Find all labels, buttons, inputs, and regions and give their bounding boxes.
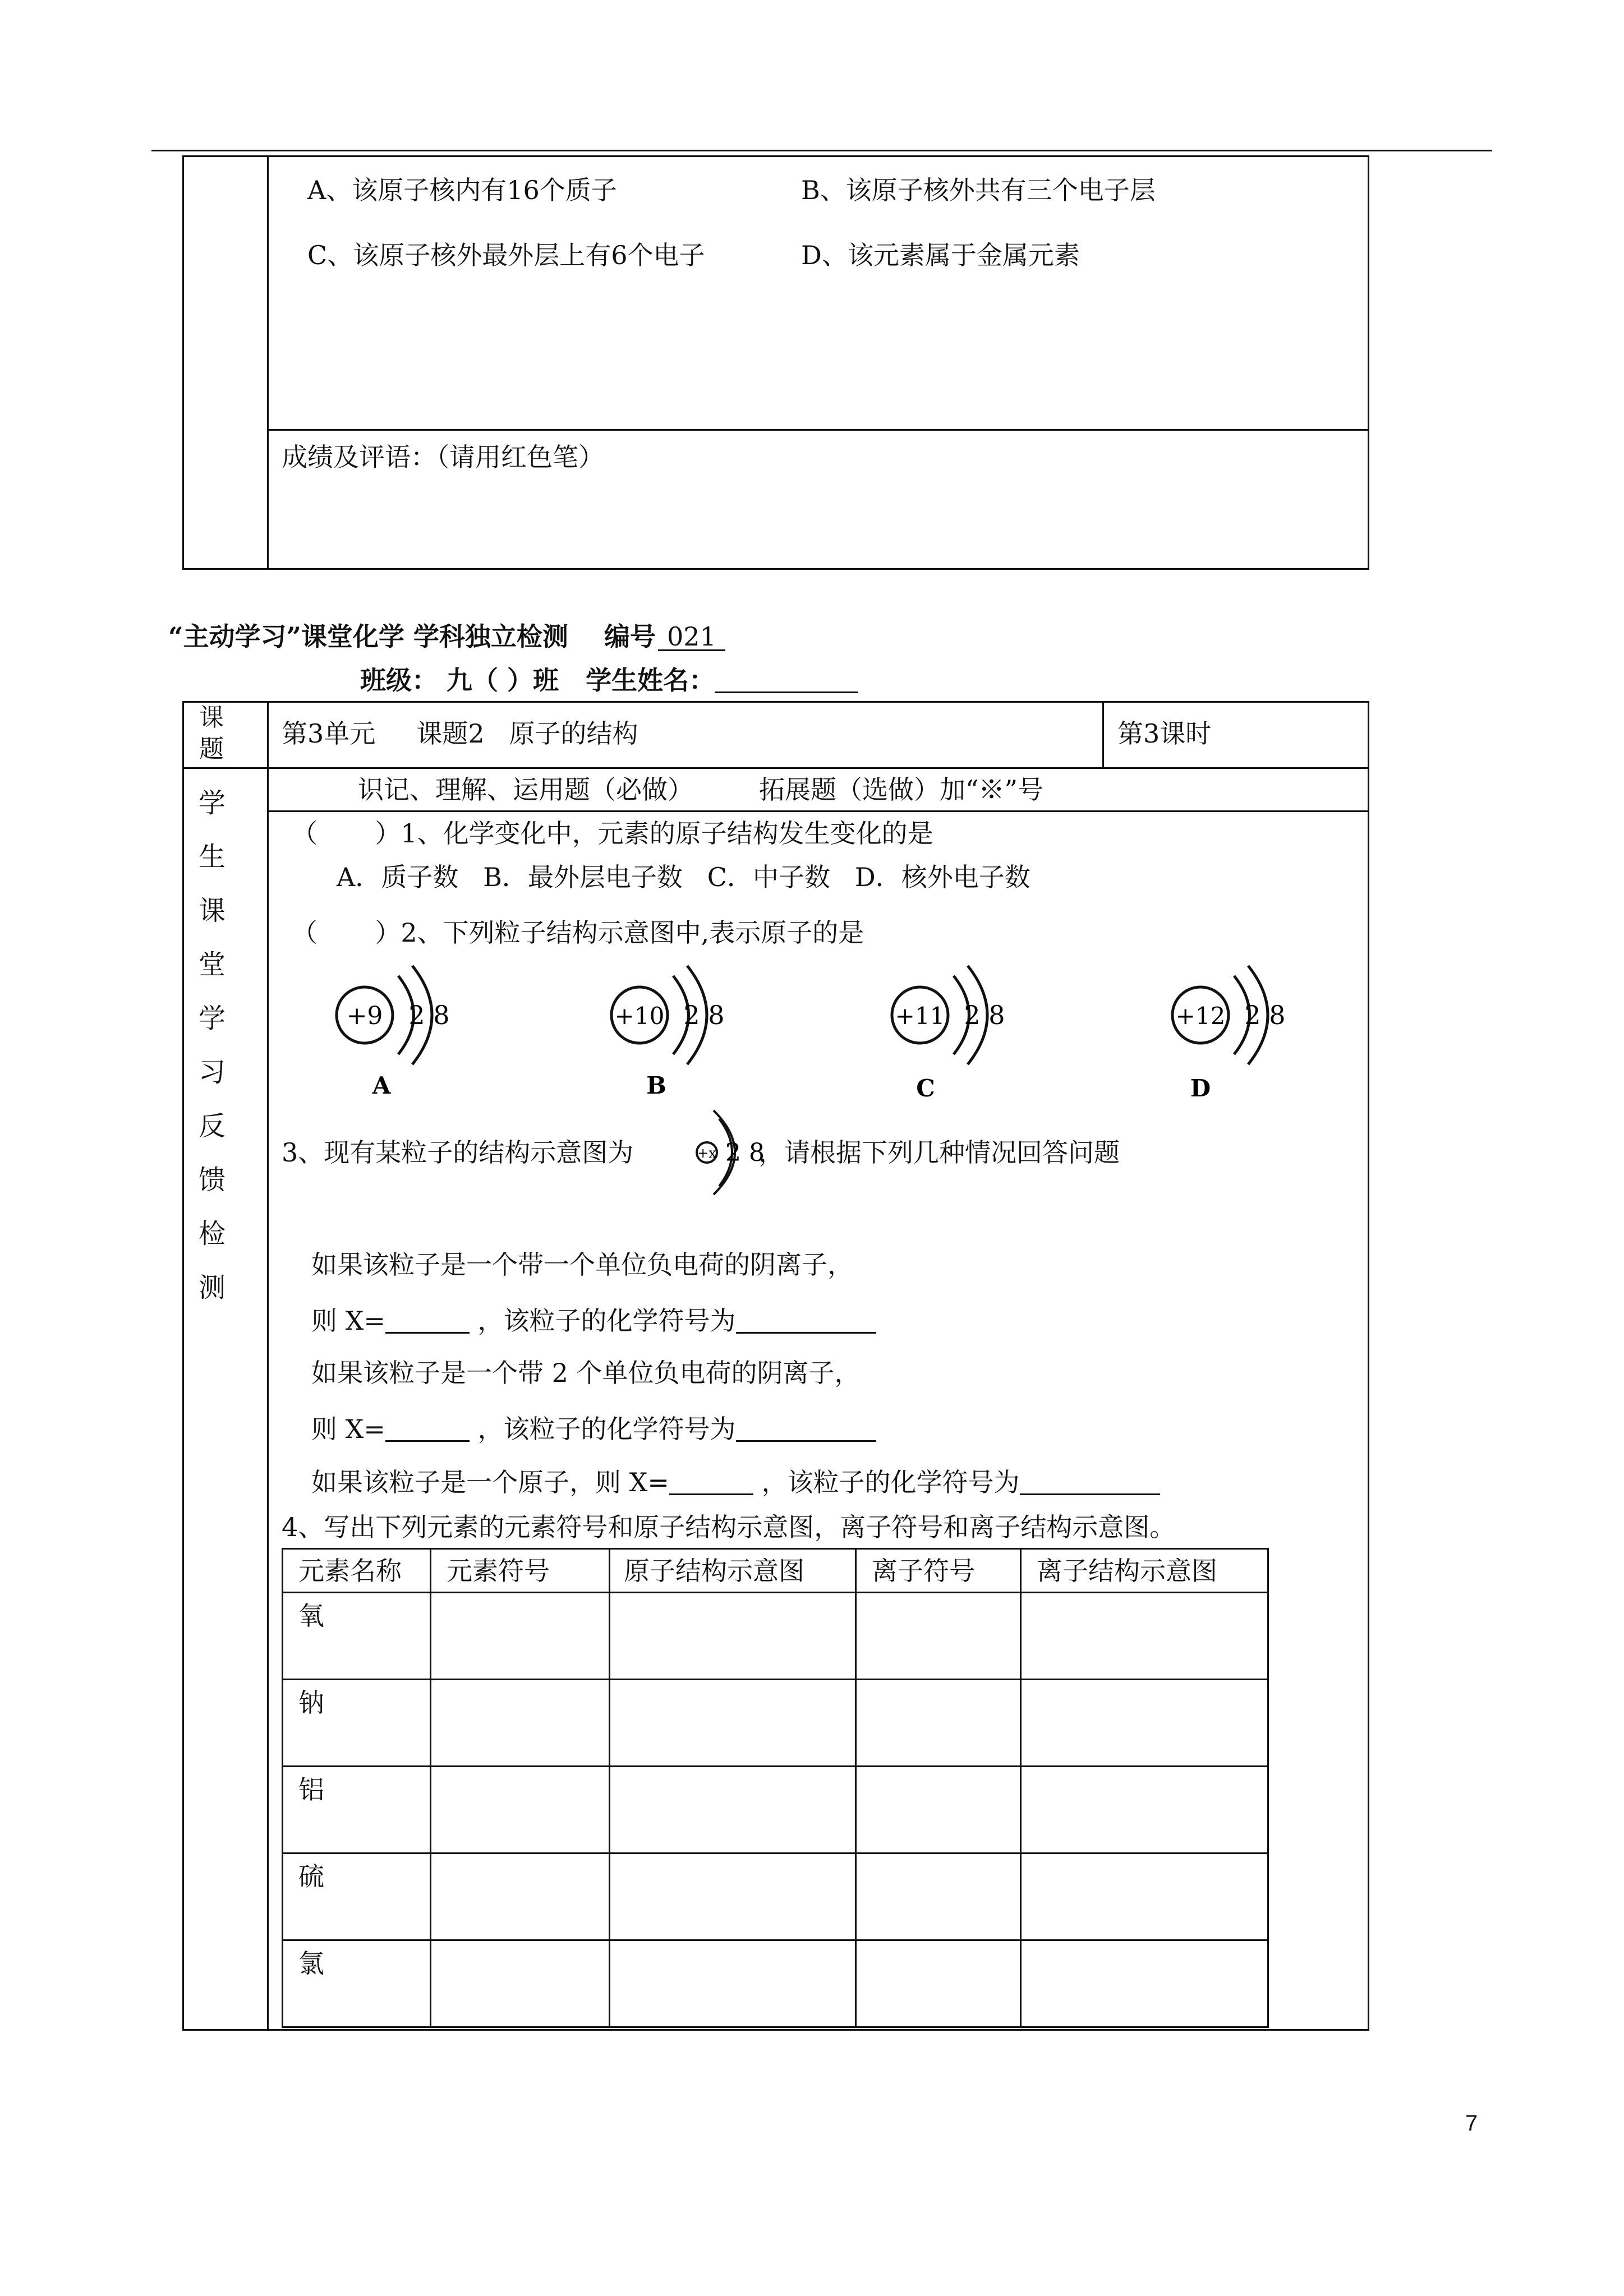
lesson-topic: 第3单元 课题2 原子的结构 — [282, 718, 638, 749]
q4-table-border — [855, 1548, 857, 2028]
comment-label: 成绩及评语：（请用红色笔） — [282, 442, 604, 472]
answer-blank[interactable] — [1020, 1472, 1160, 1495]
main-table-border — [1102, 701, 1104, 769]
atom-diagram-c — [892, 966, 1005, 1102]
side-label-char: 学 — [199, 1003, 226, 1034]
topic-label: 课题 — [199, 703, 224, 763]
side-label-char: 测 — [199, 1272, 226, 1303]
question-types: 识记、理解、运用题（必做） 拓展题（选做）加“※”号 — [358, 774, 1044, 805]
q4-table-border — [609, 1548, 610, 2028]
main-table-border — [267, 810, 1369, 812]
answer-blank[interactable] — [385, 1311, 470, 1334]
q3-stem-after: ，请根据下列几种情况回答问题 — [758, 1137, 1120, 1168]
q4-column-header: 元素符号 — [447, 1556, 550, 1586]
shell-electrons: 2 8 — [725, 1138, 765, 1167]
q2-stem: （ ）2、下列粒子结构示意图中,表示原子的是 — [292, 918, 864, 948]
side-label-char: 课 — [199, 895, 226, 926]
q4-table-border — [1020, 1548, 1022, 2028]
diagram-label: B — [646, 1072, 666, 1099]
q3-stem-before: 3、现有某粒子的结构示意图为 — [282, 1137, 634, 1168]
serial-number: 021 — [658, 624, 725, 651]
q3-line: 则 X= ，该粒子的化学符号为 — [311, 1416, 876, 1442]
nucleus-charge: +12 — [1175, 1002, 1226, 1030]
option-d: D、该元素属于金属元素 — [801, 240, 1080, 270]
serial-label: 编号 — [604, 621, 656, 652]
q1-stem: （ ）1、化学变化中，元素的原子结构发生变化的是 — [292, 818, 933, 849]
class-student-line — [360, 667, 858, 693]
main-table-border — [267, 701, 269, 2031]
main-table-border — [182, 701, 1369, 703]
side-label-char: 检 — [199, 1218, 226, 1250]
q4-column-header: 元素名称 — [298, 1556, 402, 1586]
student-label: 学生姓名： — [586, 665, 715, 695]
shell-electrons: 2 8 — [683, 1000, 725, 1030]
top-table-border — [267, 155, 269, 570]
page-number: 7 — [1465, 2111, 1478, 2136]
option-c: C、该原子核外最外层上有6个电子 — [307, 240, 705, 270]
lesson-period: 第3课时 — [1117, 718, 1212, 749]
q4-table-border — [1267, 1548, 1269, 2028]
atom-diagram-d — [1172, 966, 1286, 1102]
shell-electrons: 2 8 — [1244, 1000, 1286, 1030]
main-table-border — [1368, 701, 1369, 2031]
q3-line: 如果该粒子是一个原子，则 X= ，该粒子的化学符号为 — [311, 1469, 1160, 1495]
q4-row-element: 氯 — [298, 1948, 324, 1979]
option-b: B、该原子核外共有三个电子层 — [801, 175, 1156, 205]
answer-blank[interactable] — [736, 1419, 876, 1442]
atom-diagrams — [314, 953, 1296, 1105]
q4-table-border — [282, 1548, 283, 2028]
top-table-border — [182, 155, 184, 570]
nucleus-charge: +11 — [895, 1002, 945, 1030]
q3-line: 如果该粒子是一个带 2 个单位负电荷的阴离子， — [311, 1358, 861, 1388]
q4-row-element: 铝 — [298, 1774, 324, 1805]
q4-column-header: 离子结构示意图 — [1037, 1556, 1217, 1586]
nucleus-charge: +x — [697, 1145, 716, 1161]
side-label-char: 反 — [199, 1110, 226, 1142]
top-table-border — [267, 429, 1369, 431]
class-label: 班级： 九（ ）班 — [360, 665, 559, 695]
q4-row-element: 钠 — [298, 1688, 324, 1718]
q3-line: 则 X= ，该粒子的化学符号为 — [311, 1308, 876, 1334]
side-label-char: 生 — [199, 841, 226, 873]
q1-options: A．质子数 B．最外层电子数 C．中子数 D．核外电子数 — [337, 862, 1030, 892]
student-name-blank[interactable] — [715, 669, 858, 693]
shell-electrons: 2 8 — [964, 1000, 1005, 1030]
atom-diagram-b — [611, 966, 725, 1099]
shell-electrons: 2 8 — [408, 1000, 450, 1030]
answer-blank[interactable] — [736, 1311, 876, 1334]
top-table-border — [182, 568, 1369, 570]
worksheet-title: “主动学习”课堂化学 学科独立检测 编号 021 — [168, 624, 725, 651]
top-table-border — [182, 155, 1369, 157]
nucleus-charge: +10 — [614, 1002, 665, 1030]
atom-diagram-a — [337, 966, 450, 1099]
option-a: A、该原子核内有16个质子 — [307, 175, 617, 205]
q4-column-header: 离子符号 — [872, 1556, 975, 1586]
diagram-label: C — [916, 1075, 935, 1102]
diagram-label: A — [372, 1072, 391, 1099]
main-table-border — [182, 767, 1369, 769]
side-label-char: 学 — [199, 787, 226, 819]
header-rule — [151, 150, 1492, 151]
answer-blank[interactable] — [669, 1472, 753, 1495]
diagram-label: D — [1190, 1075, 1211, 1102]
q4-stem: 4、写出下列元素的元素符号和原子结构示意图，离子符号和离子结构示意图。 — [282, 1512, 1176, 1542]
q4-column-header: 原子结构示意图 — [624, 1556, 804, 1586]
main-table-border — [182, 701, 184, 2031]
nucleus-charge: +9 — [346, 1002, 383, 1030]
q3-line: 如果该粒子是一个带一个单位负电荷的阴离子， — [311, 1250, 853, 1280]
side-label-char: 习 — [199, 1057, 226, 1088]
main-table-border — [182, 2029, 1369, 2031]
side-label-char: 堂 — [199, 949, 226, 980]
top-table-border — [1368, 155, 1369, 570]
answer-blank[interactable] — [385, 1419, 470, 1442]
side-label-char: 馈 — [199, 1164, 226, 1196]
q4-row-element: 硫 — [298, 1861, 324, 1892]
q4-table-border — [430, 1548, 431, 2028]
q4-row-element: 氧 — [298, 1601, 324, 1631]
